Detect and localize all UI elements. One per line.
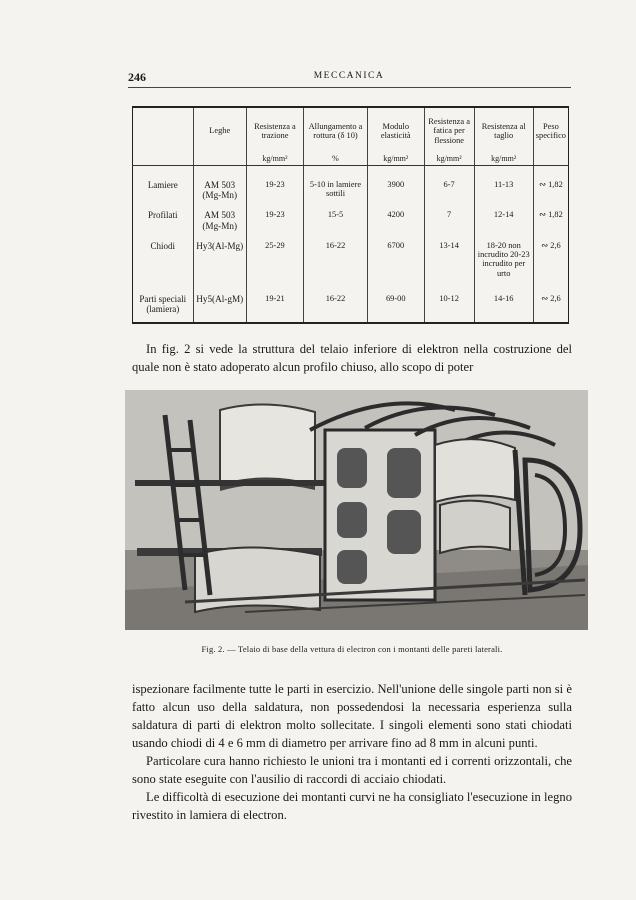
table-cell: 7	[424, 208, 474, 238]
row-label: Profilati	[133, 208, 194, 238]
paragraph-2: ispezionare facilmente tutte le parti in esercizio. Nell'unione delle singole parti non si è fatto alcun uso della saldatura, non possedendosi la necessaria esperienza sulla saldatura di parti di elektron molto sollecitate. I singoli elementi sono stati chiodati usando chiodi di 4 e 6 mm di diametro per arrivare fino ad 8 mm in alcuni punti.	[132, 682, 572, 750]
column-header: Resistenza a fatica per flessione	[424, 107, 474, 154]
table-cell: 6700	[367, 239, 424, 292]
unit-cell	[533, 154, 568, 166]
table-cell: 18-20 non incrudito 20-23 incrudito per urto	[474, 239, 533, 292]
table-cell: 6-7	[424, 178, 474, 208]
table-cell: 15-5	[304, 208, 368, 238]
table-cell: 19-21	[246, 292, 303, 323]
column-header: Resistenza a trazione	[246, 107, 303, 154]
table-cell: ∾ 2,6	[533, 292, 568, 323]
table-cell: ∾ 1,82	[533, 208, 568, 238]
row-label: Parti speciali (lamiera)	[133, 292, 194, 323]
table-cell: 25-29	[246, 239, 303, 292]
table-cell: 10-12	[424, 292, 474, 323]
figure-chassis-photo	[125, 390, 588, 630]
table-cell: 19-23	[246, 208, 303, 238]
unit-cell	[193, 154, 246, 166]
table-header-row	[133, 107, 569, 154]
table-cell: 4200	[367, 208, 424, 238]
paragraph-1: In fig. 2 si vede la struttura del telaio inferiore di elektron nella costruzione del quale non è stato adoperato alcun profilo chiuso, allo scopo di poter	[132, 342, 572, 374]
column-header: Modulo elasticità	[367, 107, 424, 154]
unit-cell: %	[304, 154, 368, 166]
alloy-cell: Hy3(Al-Mg)	[193, 239, 246, 292]
figure-caption: Fig. 2. — Telaio di base della vettura di electron con i montanti delle pareti laterali.	[201, 644, 503, 654]
table-cell: ∾ 1,82	[533, 178, 568, 208]
table-cell: 5-10 in lamiere sottili	[304, 178, 368, 208]
unit-cell: kg/mm²	[367, 154, 424, 166]
unit-cell: kg/mm²	[424, 154, 474, 166]
unit-cell: kg/mm²	[246, 154, 303, 166]
column-header: Resistenza al taglio	[474, 107, 533, 154]
table-cell: 12-14	[474, 208, 533, 238]
table-cell: 14-16	[474, 292, 533, 323]
table-row	[133, 239, 569, 292]
alloy-cell: AM 503 (Mg-Mn)	[193, 208, 246, 238]
paragraph-3: Particolare cura hanno richiesto le unioni tra i montanti ed i correnti orizzontali, che sono state eseguite con l'ausilio di raccordi di acciaio chiodati.	[132, 754, 572, 786]
table-cell: 16-22	[304, 239, 368, 292]
column-header	[133, 107, 194, 154]
alloy-cell: AM 503 (Mg-Mn)	[193, 178, 246, 208]
table-cell: 69-00	[367, 292, 424, 323]
page-header	[128, 70, 570, 86]
alloy-properties-table	[132, 106, 569, 324]
column-header: Peso specifico	[533, 107, 568, 154]
chassis-frame-illustration	[125, 390, 588, 630]
table-cell: 11-13	[474, 178, 533, 208]
running-title: MECCANICA	[313, 71, 385, 81]
table-row	[133, 292, 569, 323]
unit-cell: kg/mm²	[474, 154, 533, 166]
column-header: Allungamento a rottura (δ 10)	[304, 107, 368, 154]
row-label: Chiodi	[133, 239, 194, 292]
table-units-row	[133, 154, 569, 166]
unit-cell	[133, 154, 194, 166]
table-cell: ∾ 2,6	[533, 239, 568, 292]
alloy-cell: Hy5(Al-gM)	[193, 292, 246, 323]
table-cell: 19-23	[246, 178, 303, 208]
paragraph-4: Le difficoltà di esecuzione dei montanti curvi ne ha consigliato l'esecuzione in legno rivestito in lamiera di electron.	[132, 790, 572, 822]
table-row	[133, 178, 569, 208]
table-cell: 3900	[367, 178, 424, 208]
page-number: 246	[128, 70, 146, 84]
table-cell: 13-14	[424, 239, 474, 292]
header-rule	[128, 87, 571, 88]
row-label: Lamiere	[133, 178, 194, 208]
table-row	[133, 208, 569, 238]
column-header: Leghe	[193, 107, 246, 154]
table-cell: 16-22	[304, 292, 368, 323]
